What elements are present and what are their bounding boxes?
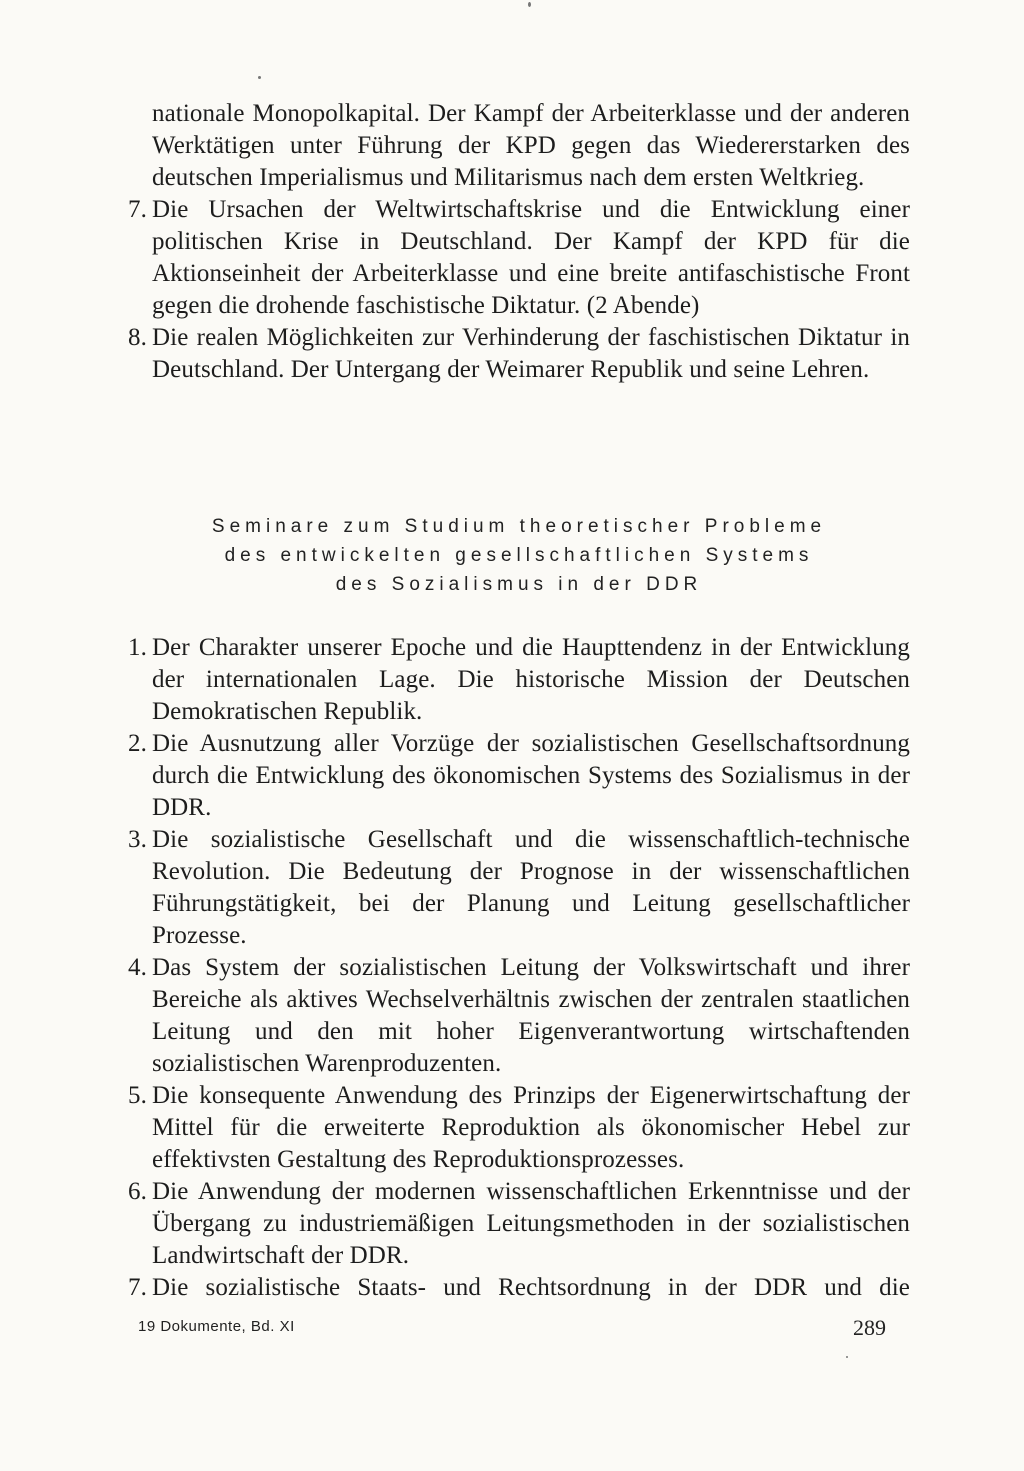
- list-item-text: Der Charakter unserer Epoche und die Haupttendenz in der Entwicklung der internationalen Lage. Die historische Mission der Deutschen Demokratischen Republik.: [152, 634, 910, 725]
- list-item-text: Die konsequente Anwendung des Prinzips der Eigenerwirtschaftung der Mittel für die erweiterte Reproduktion als ökonomischer Hebel zur effektivsten Gestaltung des Reproduktionsprozesses.: [152, 1082, 910, 1173]
- list-item-text: Die Ausnutzung aller Vorzüge der sozialistischen Gesellschaftsordnung durch die Entwicklung des ökonomischen Systems des Sozialismus in der DDR.: [152, 730, 910, 821]
- list-item: [128, 194, 910, 322]
- continuation-paragraph: nationale Monopolkapital. Der Kampf der Arbeiterklasse und der anderen Werktätigen unter Führung der KPD gegen das Wiedererstarken des deutschen Imperialismus und Militarismus nach dem ersten Weltkrieg.: [152, 100, 910, 191]
- section-heading-line: des Sozialismus in der DDR: [335, 574, 703, 595]
- upper-text-block: [128, 98, 910, 386]
- list-item-text: Die sozialistische Gesellschaft und die wissenschaftlich-technische Revolution. Die Bedeutung der Prognose in der wissenschaftlichen Führungstätigkeit, bei der Planung und Leitung gesellschaftlicher Prozesse.: [152, 826, 910, 949]
- list-item: [128, 1176, 910, 1272]
- print-speck: [258, 76, 261, 79]
- list-item-number: 4.: [128, 954, 147, 981]
- list-item: [128, 632, 910, 728]
- list-item-text: Die Ursachen der Weltwirtschaftskrise und die Entwicklung einer politischen Krise in Deutschland. Der Kampf der KPD für die Aktionseinheit der Arbeiterklasse und eine breite antifaschistische Front gegen die drohende faschistische Diktatur. (2 Abende): [152, 196, 910, 319]
- seminar-list: [128, 632, 910, 1304]
- list-item: [128, 1272, 910, 1304]
- list-item: [128, 1080, 910, 1176]
- list-item-number: 5.: [128, 1082, 147, 1109]
- list-item-text: Die realen Möglichkeiten zur Verhinderung der faschistischen Diktatur in Deutschland. Der Untergang der Weimarer Republik und seine Lehren.: [152, 324, 910, 383]
- print-speck: [528, 2, 531, 7]
- section-heading-line: Seminare zum Studium theoretischer Probleme: [211, 516, 827, 537]
- printer-signature: 19 Dokumente, Bd. XI: [138, 1318, 295, 1335]
- section-heading: [128, 512, 910, 599]
- list-item-number: 7.: [128, 196, 147, 223]
- list-item-number: 2.: [128, 730, 147, 757]
- list-item: [128, 824, 910, 952]
- list-item: [128, 952, 910, 1080]
- print-speck: [846, 1356, 848, 1358]
- list-item-text: Die sozialistische Staats- und Rechtsordnung in der DDR und die: [152, 1274, 910, 1301]
- list-item-text: Das System der sozialistischen Leitung der Volkswirtschaft und ihrer Bereiche als aktives Wechselverhältnis zwischen der zentralen staatlichen Leitung und den mit hoher Eigenverantwortung wirtschaftenden sozialistischen Warenproduzenten.: [152, 954, 910, 1077]
- list-item: [128, 728, 910, 824]
- list-item-number: 6.: [128, 1178, 147, 1205]
- page-number: 289: [853, 1315, 886, 1340]
- list-item: [128, 322, 910, 386]
- section-heading-line: des entwickelten gesellschaftlichen Systems: [224, 545, 814, 566]
- list-item-number: 3.: [128, 826, 147, 853]
- list-item-number: 8.: [128, 324, 147, 351]
- list-item-number: 7.: [128, 1274, 147, 1301]
- list-item-number: 1.: [128, 634, 147, 661]
- list-item-text: Die Anwendung der modernen wissenschaftlichen Erkenntnisse und der Übergang zu industriemäßigen Leitungsmethoden in der sozialistischen Landwirtschaft der DDR.: [152, 1178, 910, 1269]
